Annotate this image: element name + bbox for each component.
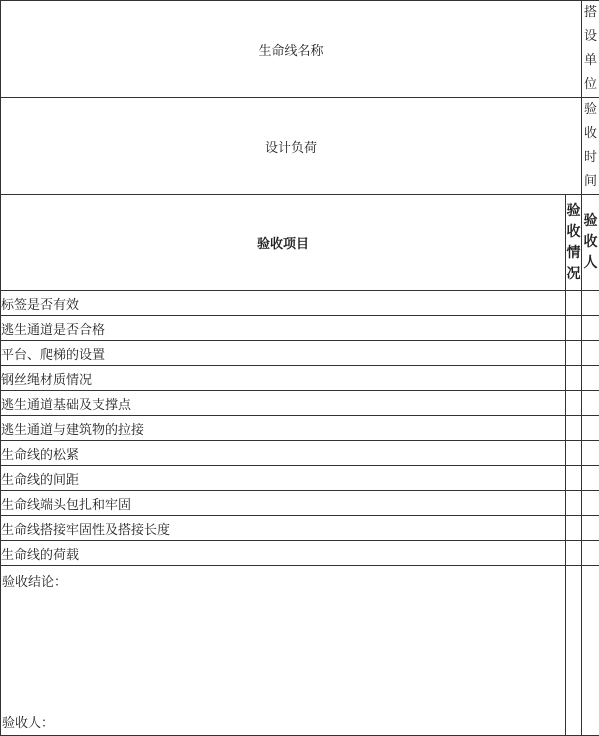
item-label: 生命线的松紧	[1, 441, 566, 466]
lifeline-name-row	[1, 1, 599, 98]
item-label: 生命线搭接牢固性及搭接长度	[1, 516, 566, 541]
status-cell[interactable]	[566, 416, 582, 441]
status-cell[interactable]	[566, 391, 582, 416]
design-load-label: 设计负荷	[1, 98, 582, 195]
table-row	[1, 341, 599, 366]
conclusion-cell[interactable]	[1, 566, 566, 736]
person-cell[interactable]	[582, 366, 599, 391]
status-cell[interactable]	[566, 366, 582, 391]
person-cell[interactable]	[582, 391, 599, 416]
person-cell[interactable]	[582, 291, 599, 316]
table-row	[1, 441, 599, 466]
acceptance-time-cell	[582, 98, 599, 195]
status-cell[interactable]	[566, 516, 582, 541]
table-row	[1, 316, 599, 341]
table-row	[1, 516, 599, 541]
person-cell[interactable]	[582, 466, 599, 491]
items-header-row	[1, 195, 599, 291]
person-cell[interactable]	[582, 516, 599, 541]
acceptance-items-label: 验收项目	[1, 195, 566, 291]
status-cell[interactable]	[566, 316, 582, 341]
conclusion-row	[1, 566, 599, 736]
table-row	[1, 541, 599, 566]
status-cell[interactable]	[566, 466, 582, 491]
table-row	[1, 291, 599, 316]
status-cell[interactable]	[566, 541, 582, 566]
table-row	[1, 416, 599, 441]
person-cell[interactable]	[582, 316, 599, 341]
table-row	[1, 466, 599, 491]
item-label: 标签是否有效	[1, 291, 566, 316]
acceptance-status-label: 验收情况	[567, 201, 581, 285]
person-cell[interactable]	[582, 416, 599, 441]
item-label: 生命线端头包扎和牢固	[1, 491, 566, 516]
table-row	[1, 391, 599, 416]
person-cell[interactable]	[582, 541, 599, 566]
item-label: 生命线的间距	[1, 466, 566, 491]
person-cell[interactable]	[582, 441, 599, 466]
conclusion-person-cell	[582, 566, 599, 736]
item-label: 平台、爬梯的设置	[1, 341, 566, 366]
lifeline-name-label: 生命线名称	[1, 1, 582, 98]
status-cell[interactable]	[566, 341, 582, 366]
signer-label: 验收人：	[2, 712, 54, 731]
status-cell[interactable]	[566, 491, 582, 516]
person-cell[interactable]	[582, 491, 599, 516]
item-label: 钢丝绳材质情况	[1, 366, 566, 391]
erect-unit-cell	[582, 1, 599, 98]
acceptance-time-label: 验收时间	[584, 98, 598, 194]
status-cell[interactable]	[566, 291, 582, 316]
table-row	[1, 491, 599, 516]
conclusion-status-cell	[566, 566, 582, 736]
item-label: 逃生通道与建筑物的拉接	[1, 416, 566, 441]
item-label: 生命线的荷载	[1, 541, 566, 566]
acceptance-person-cell	[582, 195, 599, 291]
conclusion-label: 验收结论：	[2, 571, 67, 590]
erect-unit-label: 搭设单位	[584, 1, 598, 97]
table-row	[1, 366, 599, 391]
design-load-row	[1, 98, 599, 195]
status-cell[interactable]	[566, 441, 582, 466]
person-cell[interactable]	[582, 341, 599, 366]
item-label: 逃生通道是否合格	[1, 316, 566, 341]
item-label: 逃生通道基础及支撑点	[1, 391, 566, 416]
acceptance-person-label: 验收人	[584, 211, 598, 274]
acceptance-status-cell	[566, 195, 582, 291]
